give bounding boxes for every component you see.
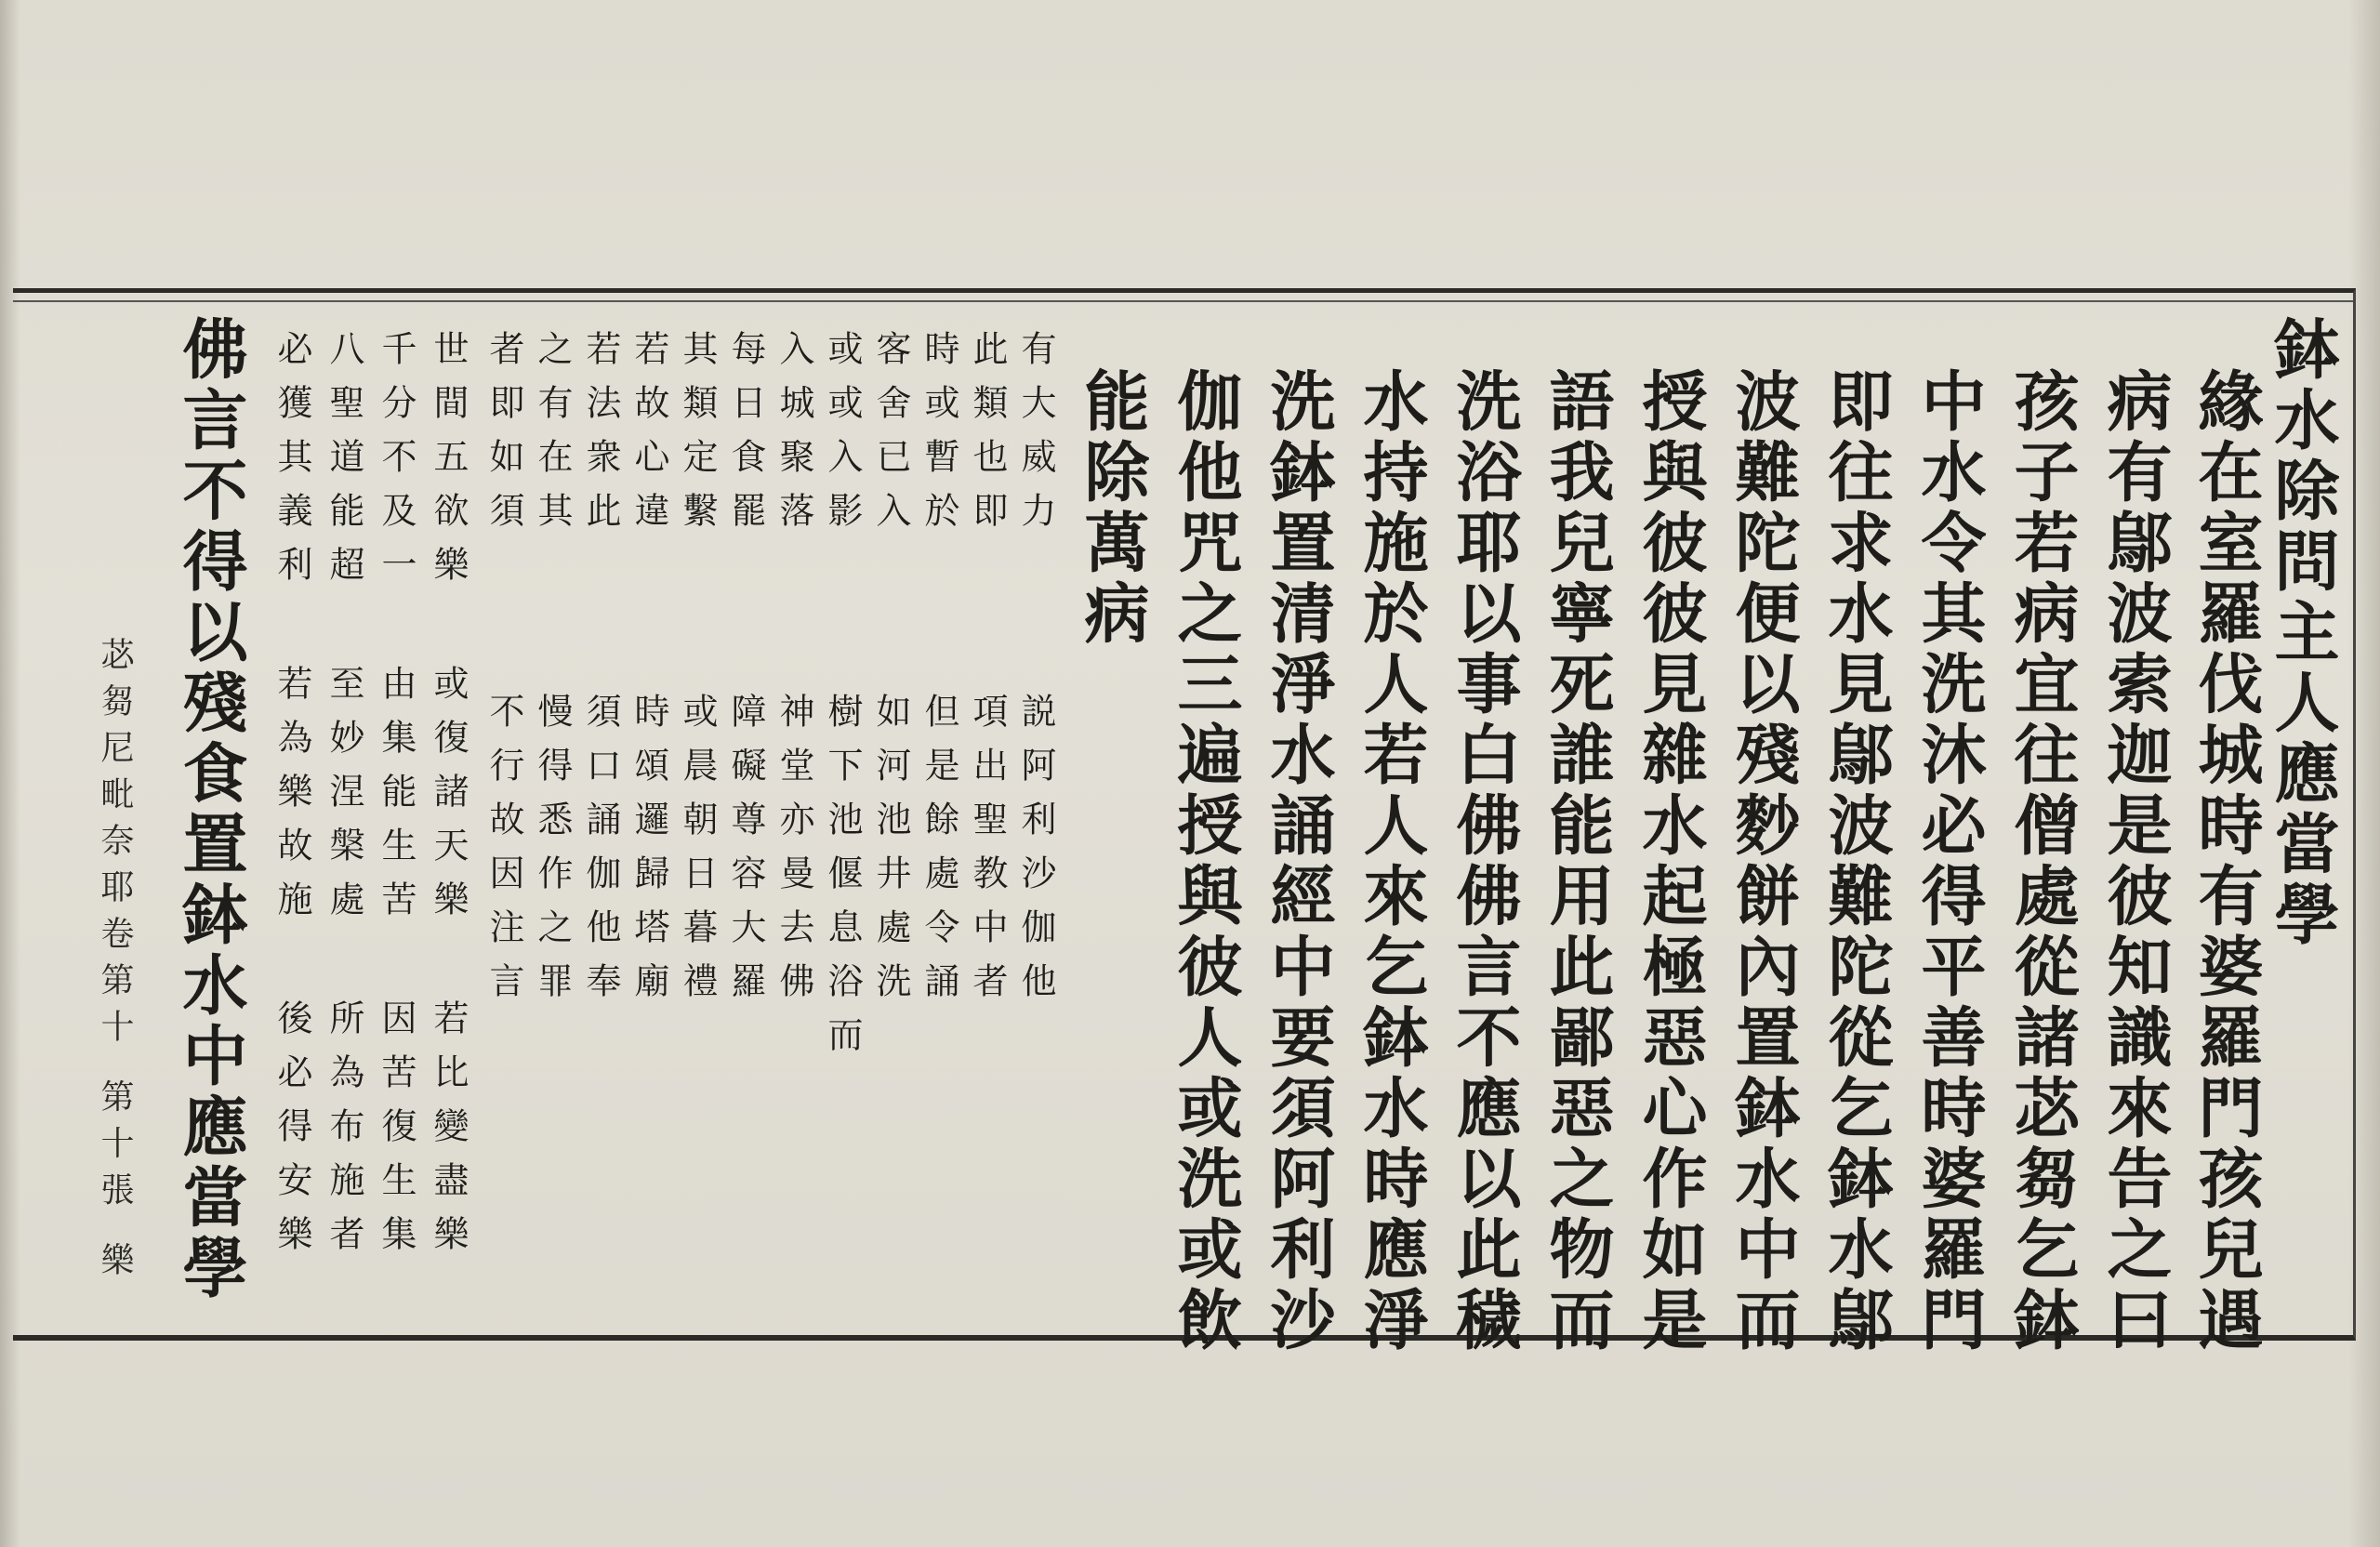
commentary-column: 時或暫於	[919, 330, 959, 546]
commentary-column-lower: 神堂亦曼去佛	[774, 693, 814, 1016]
commentary-column: 者即如須	[483, 330, 524, 546]
verse-column: 至妙涅槃處	[324, 665, 364, 934]
main-column-title: 鉢水除問主人應當學	[2264, 315, 2341, 951]
verse-column: 後必得安樂	[271, 999, 312, 1269]
verse-column: 世間五欲樂	[428, 330, 469, 600]
main-column: 語我兒寧死誰能用此鄙惡之物而	[1539, 367, 1616, 1356]
verse-column: 由集能生苦	[376, 665, 416, 934]
main-column: 洗鉢置清淨水誦經中要須阿利沙	[1260, 367, 1337, 1356]
commentary-column-lower: 慢得悉作之罪	[532, 693, 573, 1016]
main-column: 水持施於人若人來乞鉢水時應淨	[1353, 367, 1430, 1356]
closing-rule-column: 佛言不得以殘食置鉢水中應當學	[172, 315, 249, 1304]
verse-column: 必獲其義利	[271, 330, 312, 600]
commentary-column-lower: 説阿利沙伽他	[1015, 693, 1056, 1016]
main-column: 中水令其洗沐必得平善時婆羅門	[1911, 367, 1988, 1356]
commentary-column: 其類定繫	[677, 330, 718, 546]
main-column: 伽他咒之三遍授與彼人或洗或飲	[1167, 367, 1244, 1356]
commentary-column-lower: 如河池井處洗	[870, 693, 911, 1016]
verse-column: 若為樂故施	[271, 665, 312, 934]
main-column: 緣在室羅伐城時有婆羅門孩兒遇	[2188, 367, 2265, 1356]
verse-column: 八聖道能超	[324, 330, 364, 600]
commentary-column-lower: 樹下池偃息浴而	[822, 693, 863, 1070]
commentary-column: 之有在其	[532, 330, 573, 546]
commentary-column-lower: 須口誦伽他奉	[580, 693, 621, 1016]
commentary-column: 入城聚落	[774, 330, 814, 546]
main-column: 能除萬病	[1074, 367, 1151, 650]
text-frame	[13, 288, 2356, 1356]
commentary-column: 或或入影	[822, 330, 863, 546]
commentary-column-lower: 或晨朝日暮禮	[677, 693, 718, 1016]
main-column: 授與彼彼見雜水起極惡心作如是	[1632, 367, 1709, 1356]
main-column: 病有鄔波索迦是彼知識來告之曰	[2096, 367, 2174, 1356]
colophon-footer: 苾芻尼毗奈耶卷第十 第十張 樂	[96, 637, 134, 1289]
commentary-column-lower: 項出聖教中者	[967, 693, 1008, 1016]
main-column: 洗浴耶以事白佛佛言不應以此穢	[1446, 367, 1523, 1356]
verse-column: 所為布施者	[324, 999, 364, 1269]
commentary-column: 客舍已入	[870, 330, 911, 546]
commentary-column: 此類也即	[967, 330, 1008, 546]
commentary-column: 若故心違	[628, 330, 669, 546]
verse-column: 千分不及一	[376, 330, 416, 600]
verse-column: 因苦復生集	[376, 999, 416, 1269]
commentary-column-lower: 但是餘處令誦	[919, 693, 959, 1016]
commentary-column-lower: 障礙尊容大羅	[725, 693, 766, 1016]
main-column: 孩子若病宜往僧處從諸苾芻乞鉢	[2003, 367, 2081, 1356]
commentary-column: 若法衆此	[580, 330, 621, 546]
main-column: 即往求水見鄔波難陀從乞鉢水鄔	[1818, 367, 1895, 1356]
commentary-column: 有大威力	[1015, 330, 1056, 546]
commentary-column-lower: 時頌邏歸塔廟	[628, 693, 669, 1016]
verse-column: 若比變盡樂	[428, 999, 469, 1269]
commentary-column: 每日食罷	[725, 330, 766, 546]
main-column: 波難陀便以殘麨餅內置鉢水中而	[1725, 367, 1802, 1356]
commentary-column-lower: 不行故因注言	[483, 693, 524, 1016]
verse-column: 或復諸天樂	[428, 665, 469, 934]
